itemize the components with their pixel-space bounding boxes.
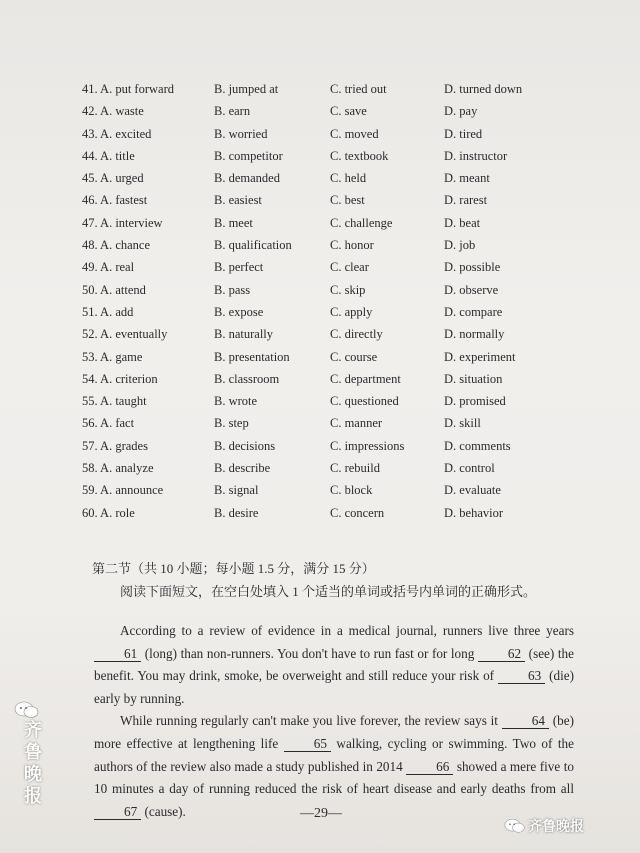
option-c: C. department	[330, 371, 401, 386]
option-b: B. earn	[214, 104, 251, 119]
option-c: C. manner	[330, 416, 383, 431]
option-row	[82, 78, 602, 100]
option-d: D. observe	[444, 282, 499, 297]
passage-text: (die) early by running.	[94, 668, 574, 706]
option-a: 50. A. attend	[82, 282, 146, 297]
option-d: D. comments	[444, 438, 511, 453]
blank-65: 65	[284, 736, 331, 752]
option-d: D. tired	[444, 126, 483, 141]
option-d: D. normally	[444, 327, 505, 342]
option-a: 46. A. fastest	[82, 193, 148, 208]
option-c: C. rebuild	[330, 461, 380, 476]
option-a: 47. A. interview	[82, 215, 163, 230]
option-c: C. challenge	[330, 215, 393, 230]
options-table	[82, 78, 602, 524]
section-instructions: 阅读下面短文，在空白处填入 1 个适当的单词或括号内单词的正确形式。	[120, 584, 537, 599]
option-b: B. naturally	[214, 327, 274, 342]
option-d: D. promised	[444, 394, 506, 409]
option-b: B. wrote	[214, 394, 258, 409]
option-b: B. pass	[214, 282, 251, 297]
option-a: 57. A. grades	[82, 438, 148, 453]
option-row	[82, 368, 602, 390]
option-c: C. honor	[330, 238, 374, 253]
reading-passage	[94, 620, 574, 823]
blank-63: 63	[498, 668, 545, 684]
option-row	[82, 412, 602, 434]
option-row	[82, 212, 602, 234]
option-a: 60. A. role	[82, 505, 135, 520]
option-c: C. textbook	[330, 148, 389, 163]
option-a: 56. A. fact	[82, 416, 135, 431]
option-d: D. compare	[444, 304, 503, 319]
option-c: C. tried out	[330, 82, 387, 96]
option-a: 55. A. taught	[82, 394, 147, 409]
option-a: 58. A. analyze	[82, 461, 154, 476]
option-row	[82, 502, 602, 524]
blank-61: 61	[94, 646, 141, 662]
option-d: D. turned down	[444, 82, 523, 96]
passage-text: walking, cycling or swimming. Two of the authors of the review also made a study published in 2014	[94, 735, 574, 774]
option-d: D. skill	[444, 416, 481, 431]
option-a: 49. A. real	[82, 260, 135, 275]
option-b: B. perfect	[214, 260, 264, 275]
option-a: 42. A. waste	[82, 104, 144, 119]
option-d: D. evaluate	[444, 483, 501, 498]
option-b: B. classroom	[214, 371, 280, 386]
option-row	[82, 145, 602, 167]
option-c: C. concern	[330, 505, 385, 520]
option-a: 43. A. excited	[82, 126, 152, 141]
option-row	[82, 390, 602, 412]
option-row	[82, 100, 602, 122]
option-d: D. pay	[444, 104, 478, 119]
option-c: C. clear	[330, 260, 369, 275]
wechat-icon	[504, 817, 526, 835]
option-b: B. worried	[214, 126, 268, 141]
option-d: D. behavior	[444, 505, 504, 520]
option-c: C. held	[330, 171, 367, 186]
option-row	[82, 123, 602, 145]
option-row	[82, 256, 602, 278]
option-row	[82, 189, 602, 211]
passage-text: (long) than non-runners. You don't have to run fast or for long	[141, 645, 478, 661]
option-b: B. meet	[214, 215, 253, 230]
option-a: 45. A. urged	[82, 171, 144, 186]
option-d: D. control	[444, 461, 495, 476]
passage-paragraph-1	[94, 620, 574, 710]
blank-64: 64	[502, 713, 549, 729]
option-row	[82, 346, 602, 368]
option-a: 41. A. put forward	[82, 82, 174, 96]
option-b: B. describe	[214, 461, 271, 476]
option-a: 48. A. chance	[82, 238, 151, 253]
page-number: —29—	[300, 806, 342, 821]
option-d: D. job	[444, 238, 476, 253]
option-row	[82, 457, 602, 479]
option-a: 52. A. eventually	[82, 327, 168, 342]
wechat-icon	[14, 700, 40, 720]
option-c: C. best	[330, 193, 365, 208]
blank-66: 66	[406, 759, 453, 775]
option-d: D. experiment	[444, 349, 516, 364]
option-d: D. instructor	[444, 148, 508, 163]
option-a: 59. A. announce	[82, 483, 164, 498]
passage-text: While running regularly can't make you live forever, the review says it	[120, 713, 502, 729]
blank-62: 62	[478, 646, 525, 662]
option-row	[82, 301, 602, 323]
option-row	[82, 279, 602, 301]
option-c: C. moved	[330, 126, 379, 141]
passage-text: showed a mere five to 10 minutes a day of running reduced the risk of heart disease and early deaths from all	[94, 758, 574, 797]
option-b: B. jumped at	[214, 82, 279, 96]
option-a: 51. A. add	[82, 304, 134, 319]
option-c: C. course	[330, 349, 378, 364]
option-a: 44. A. title	[82, 148, 135, 163]
option-row	[82, 234, 602, 256]
option-row	[82, 435, 602, 457]
option-b: B. desire	[214, 505, 259, 520]
option-c: C. skip	[330, 282, 366, 297]
option-b: B. expose	[214, 304, 264, 319]
passage-text: (cause).	[141, 803, 186, 819]
option-row	[82, 167, 602, 189]
option-b: B. presentation	[214, 349, 290, 364]
option-c: C. apply	[330, 304, 373, 319]
watermark-bottom-logo: 齐鲁晚报	[528, 819, 584, 835]
option-row	[82, 479, 602, 501]
option-d: D. beat	[444, 215, 481, 230]
option-row	[82, 323, 602, 345]
option-d: D. situation	[444, 371, 503, 386]
option-c: C. directly	[330, 327, 383, 342]
option-c: C. block	[330, 483, 373, 498]
option-a: 54. A. criterion	[82, 371, 158, 386]
option-b: B. easiest	[214, 193, 262, 208]
option-b: B. step	[214, 416, 249, 431]
option-d: D. possible	[444, 260, 501, 275]
option-a: 53. A. game	[82, 349, 143, 364]
passage-text: According to a review of evidence in a medical journal, runners live three years	[120, 623, 574, 638]
passage-text: (see) the benefit. You may drink, smoke, be overweight and still reduce your risk of	[94, 645, 574, 684]
option-d: D. rarest	[444, 193, 488, 208]
blank-67: 67	[94, 804, 141, 820]
option-b: B. qualification	[214, 238, 292, 253]
option-c: C. questioned	[330, 394, 399, 409]
section-title: 第二节（共 10 小题；每小题 1.5 分，满分 15 分）	[92, 561, 375, 576]
option-c: C. impressions	[330, 438, 405, 453]
option-b: B. decisions	[214, 438, 276, 453]
passage-text: (be) more effective at lengthening life	[94, 713, 574, 751]
watermark-side-logo: 齐鲁晚报	[21, 720, 42, 808]
option-c: C. save	[330, 104, 367, 119]
option-b: B. competitor	[214, 148, 283, 163]
option-b: B. demanded	[214, 171, 280, 186]
option-d: D. meant	[444, 171, 490, 186]
option-b: B. signal	[214, 483, 259, 498]
